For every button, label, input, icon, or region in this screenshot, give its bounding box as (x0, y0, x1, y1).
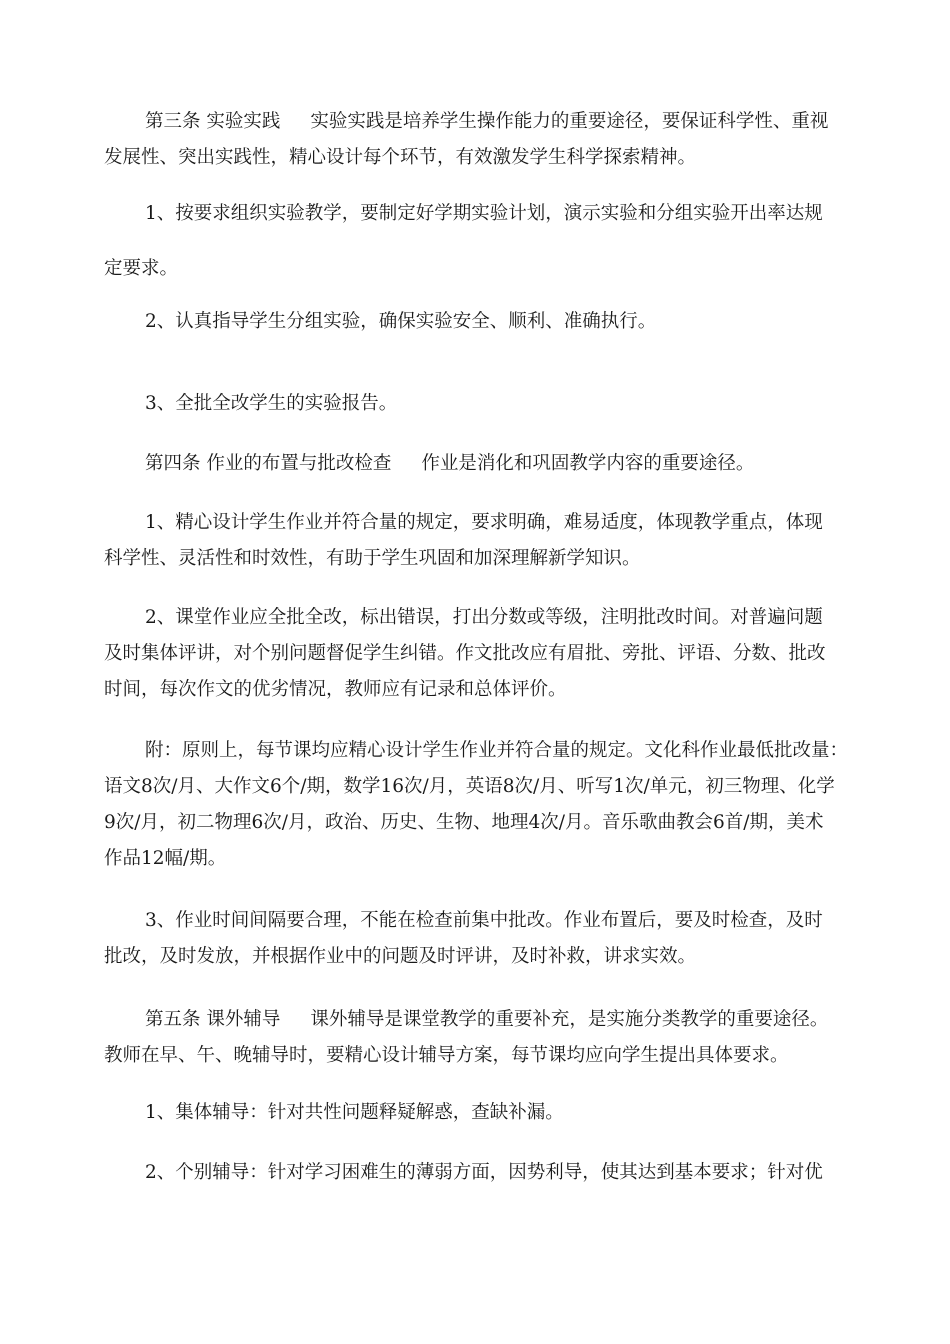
article-3-item-2 (104, 304, 856, 340)
paragraph-line: 及时集体评讲，对个别问题督促学生纠错。作文批改应有眉批、旁批、评语、分数、批改 (104, 643, 826, 664)
article-3-paragraph (104, 104, 856, 176)
article-4-paragraph (104, 446, 856, 482)
paragraph-line: 时间，每次作文的优劣情况，教师应有记录和总体评价。 (104, 679, 567, 700)
paragraph-line: 作业是消化和巩固教学内容的重要途径。 (421, 453, 755, 474)
article-3-item-1 (104, 186, 856, 296)
paragraph-line: 实验实践是培养学生操作能力的重要途径，要保证科学性、重视 (310, 111, 829, 132)
article-4-item-1 (104, 505, 856, 577)
article-5-heading: 第五条 课外辅导 (145, 1009, 281, 1030)
article-4-heading: 第四条 作业的布置与批改检查 (145, 453, 392, 474)
paragraph-line: 语文8次/月、大作文6个/期，数学16次/月，英语8次/月、听写1次/单元，初三物理、化学 (104, 776, 835, 797)
article-3-heading: 第三条 实验实践 (145, 111, 281, 132)
paragraph-line: 3、全批全改学生的实验报告。 (145, 393, 398, 414)
article-4-item-3 (104, 903, 856, 975)
paragraph-line: 批改，及时发放，并根据作业中的问题及时评讲，及时补救，讲求实效。 (104, 946, 697, 967)
paragraph-line: 1、精心设计学生作业并符合量的规定，要求明确，难易适度，体现教学重点，体现 (145, 512, 823, 533)
paragraph-line: 9次/月，初二物理6次/月，政治、历史、生物、地理4次/月。音乐歌曲教会6首/期，美术 (104, 812, 824, 833)
article-5-item-2 (104, 1155, 856, 1191)
article-4-item-2 (104, 600, 856, 708)
article-4-note (104, 733, 856, 877)
paragraph-line: 附：原则上，每节课均应精心设计学生作业并符合量的规定。文化科作业最低批改量： (145, 740, 849, 761)
paragraph-line: 科学性、灵活性和时效性，有助于学生巩固和加深理解新学知识。 (104, 548, 641, 569)
article-5-paragraph (104, 1002, 856, 1074)
paragraph-line: 1、集体辅导：针对共性问题释疑解惑，查缺补漏。 (145, 1102, 564, 1123)
paragraph-line: 发展性、突出实践性，精心设计每个环节，有效激发学生科学探索精神。 (104, 147, 697, 168)
paragraph-line: 1、按要求组织实验教学，要制定好学期实验计划，演示实验和分组实验开出率达规 (145, 203, 823, 224)
paragraph-line: 3、作业时间间隔要合理，不能在检查前集中批改。作业布置后，要及时检查，及时 (145, 910, 823, 931)
paragraph-line: 2、个别辅导：针对学习困难生的薄弱方面，因势利导，使其达到基本要求；针对优 (145, 1162, 823, 1183)
paragraph-line: 教师在早、午、晚辅导时，要精心设计辅导方案，每节课均应向学生提出具体要求。 (104, 1045, 789, 1066)
article-3-item-3 (104, 386, 856, 422)
paragraph-line: 定要求。 (104, 258, 179, 279)
article-5-item-1 (104, 1095, 856, 1131)
paragraph-line: 作品12幅/期。 (104, 848, 227, 869)
paragraph-line: 2、认真指导学生分组实验，确保实验安全、顺利、准确执行。 (145, 311, 657, 332)
paragraph-line: 课外辅导是课堂教学的重要补充，是实施分类教学的重要途径。 (310, 1009, 829, 1030)
paragraph-line: 2、课堂作业应全批全改，标出错误，打出分数或等级，注明批改时间。对普遍问题 (145, 607, 823, 628)
